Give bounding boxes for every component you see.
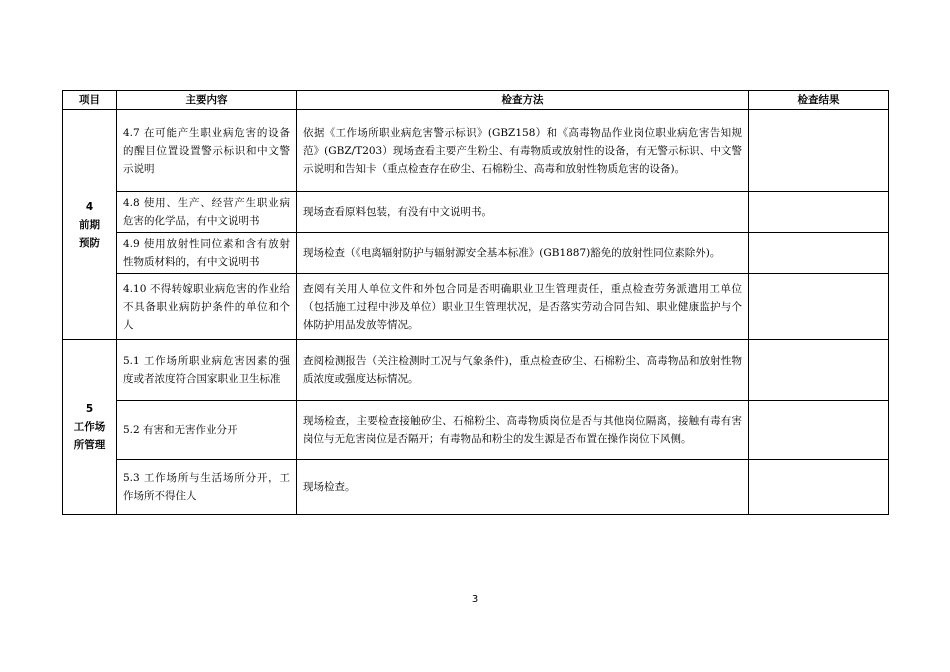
section-label (63, 110, 117, 340)
page-number: 3 (471, 594, 479, 605)
result-cell (749, 460, 889, 515)
table-row (63, 460, 889, 515)
content-cell: 5.2 有害和无害作业分开 (117, 401, 297, 460)
header-content: 主要内容 (117, 91, 297, 110)
table-row (63, 274, 889, 340)
method-cell: 依据《工作场所职业病危害警示标识》(GBZ158）和《高毒物品作业岗位职业病危害告知规范》(GBZ/T203）现场查看主要产生粉尘、有毒物质或放射性的设备，有无警示标识、中文警示说明和告知卡（重点检查存在矽尘、石棉粉尘、高毒和放射性物质危害的设备)。 (297, 110, 749, 192)
method-cell: 现场查看原料包装，有没有中文说明书。 (297, 192, 749, 233)
method-cell: 查阅有关用人单位文件和外包合同是否明确职业卫生管理责任，重点检查劳务派遣用工单位（包括施工过程中涉及单位）职业卫生管理状况，是否落实劳动合同告知、职业健康监护与个体防护用品发放等情况。 (297, 274, 749, 340)
section-label (63, 340, 117, 515)
content-cell: 4.8 使用、生产、经营产生职业病危害的化学品，有中文说明书 (117, 192, 297, 233)
method-cell: 现场检查，主要检查接触矽尘、石棉粉尘、高毒物质岗位是否与其他岗位隔离，接触有毒有害岗位与无危害岗位是否隔开；有毒物品和粉尘的发生源是否布置在操作岗位下风侧。 (297, 401, 749, 460)
table-row (63, 340, 889, 401)
method-cell: 现场检查（《电离辐射防护与辐射源安全基本标准》(GB1887)豁免的放射性同位素除外)。 (297, 233, 749, 274)
section-name-line2: 预防 (79, 236, 100, 249)
section-name-line1: 前期 (79, 218, 100, 231)
section-number: 4 (85, 200, 94, 213)
inspection-table (62, 90, 889, 515)
table-row (63, 401, 889, 460)
result-cell (749, 274, 889, 340)
result-cell (749, 401, 889, 460)
result-cell (749, 192, 889, 233)
result-cell (749, 233, 889, 274)
section-name-line1: 工作场 (73, 421, 106, 433)
header-item: 项目 (63, 91, 117, 110)
content-cell: 4.7 在可能产生职业病危害的设备的醒目位置设置警示标识和中文警示说明 (117, 110, 297, 192)
header-row (63, 91, 889, 110)
section-name-line2: 所管理 (73, 439, 106, 451)
table-row (63, 233, 889, 274)
content-cell: 4.10 不得转嫁职业病危害的作业给不具备职业病防护条件的单位和个人 (117, 274, 297, 340)
header-method: 检查方法 (297, 91, 749, 110)
content-cell: 4.9 使用放射性同位素和含有放射性物质材料的，有中文说明书 (117, 233, 297, 274)
table-row (63, 192, 889, 233)
table-row (63, 110, 889, 192)
content-cell: 5.1 工作场所职业病危害因素的强度或者浓度符合国家职业卫生标准 (117, 340, 297, 401)
result-cell (749, 110, 889, 192)
section-number: 5 (85, 403, 94, 415)
content-cell: 5.3 工作场所与生活场所分开，工作场所不得住人 (117, 460, 297, 515)
method-cell: 查阅检测报告（关注检测时工况与气象条件)，重点检查矽尘、石棉粉尘、高毒物品和放射性物质浓度或强度达标情况。 (297, 340, 749, 401)
result-cell (749, 340, 889, 401)
method-cell: 现场检查。 (297, 460, 749, 515)
header-result: 检查结果 (749, 91, 889, 110)
